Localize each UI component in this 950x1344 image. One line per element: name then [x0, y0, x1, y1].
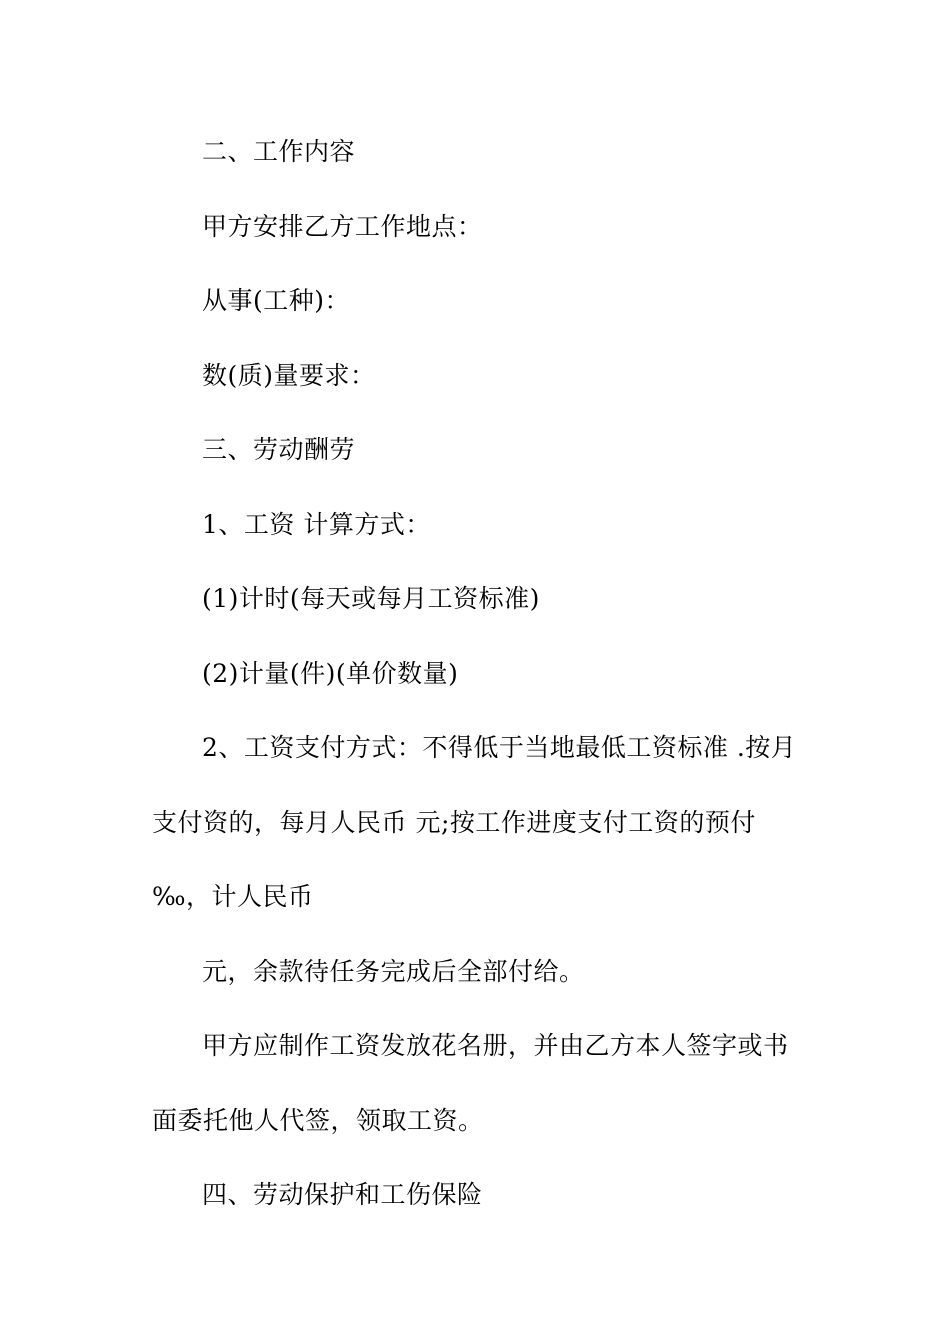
paragraph-payment-method-line1: 2、工资支付方式：不得低于当地最低工资标准 .按月: [202, 733, 797, 762]
paragraph-piece-based: (2)计量(件)(单价数量): [202, 659, 459, 688]
paragraph-payroll-roster-line2: 面委托他人代签，领取工资。: [152, 1106, 484, 1135]
paragraph-wage-calculation: 1、工资 计算方式：: [202, 510, 431, 539]
paragraph-job-type: 从事(工种)：: [202, 286, 351, 315]
section-heading-labor-protection: 四、劳动保护和工伤保险: [202, 1180, 483, 1209]
section-heading-work-content: 二、工作内容: [202, 137, 356, 166]
section-heading-remuneration: 三、劳动酬劳: [202, 435, 356, 464]
paragraph-work-location: 甲方安排乙方工作地点：: [202, 212, 483, 241]
paragraph-quantity-requirement: 数(质)量要求：: [202, 361, 376, 390]
paragraph-time-based: (1)计时(每天或每月工资标准): [202, 584, 540, 613]
paragraph-balance-payment: 元，余款待任务完成后全部付给。: [202, 957, 585, 986]
paragraph-payment-method-line3: ‰，计人民币: [152, 882, 314, 911]
paragraph-payroll-roster-line1: 甲方应制作工资发放花名册，并由乙方本人签字或书: [202, 1031, 789, 1060]
paragraph-payment-method-line2: 支付资的，每月人民币 元;按工作进度支付工资的预付: [152, 808, 756, 837]
